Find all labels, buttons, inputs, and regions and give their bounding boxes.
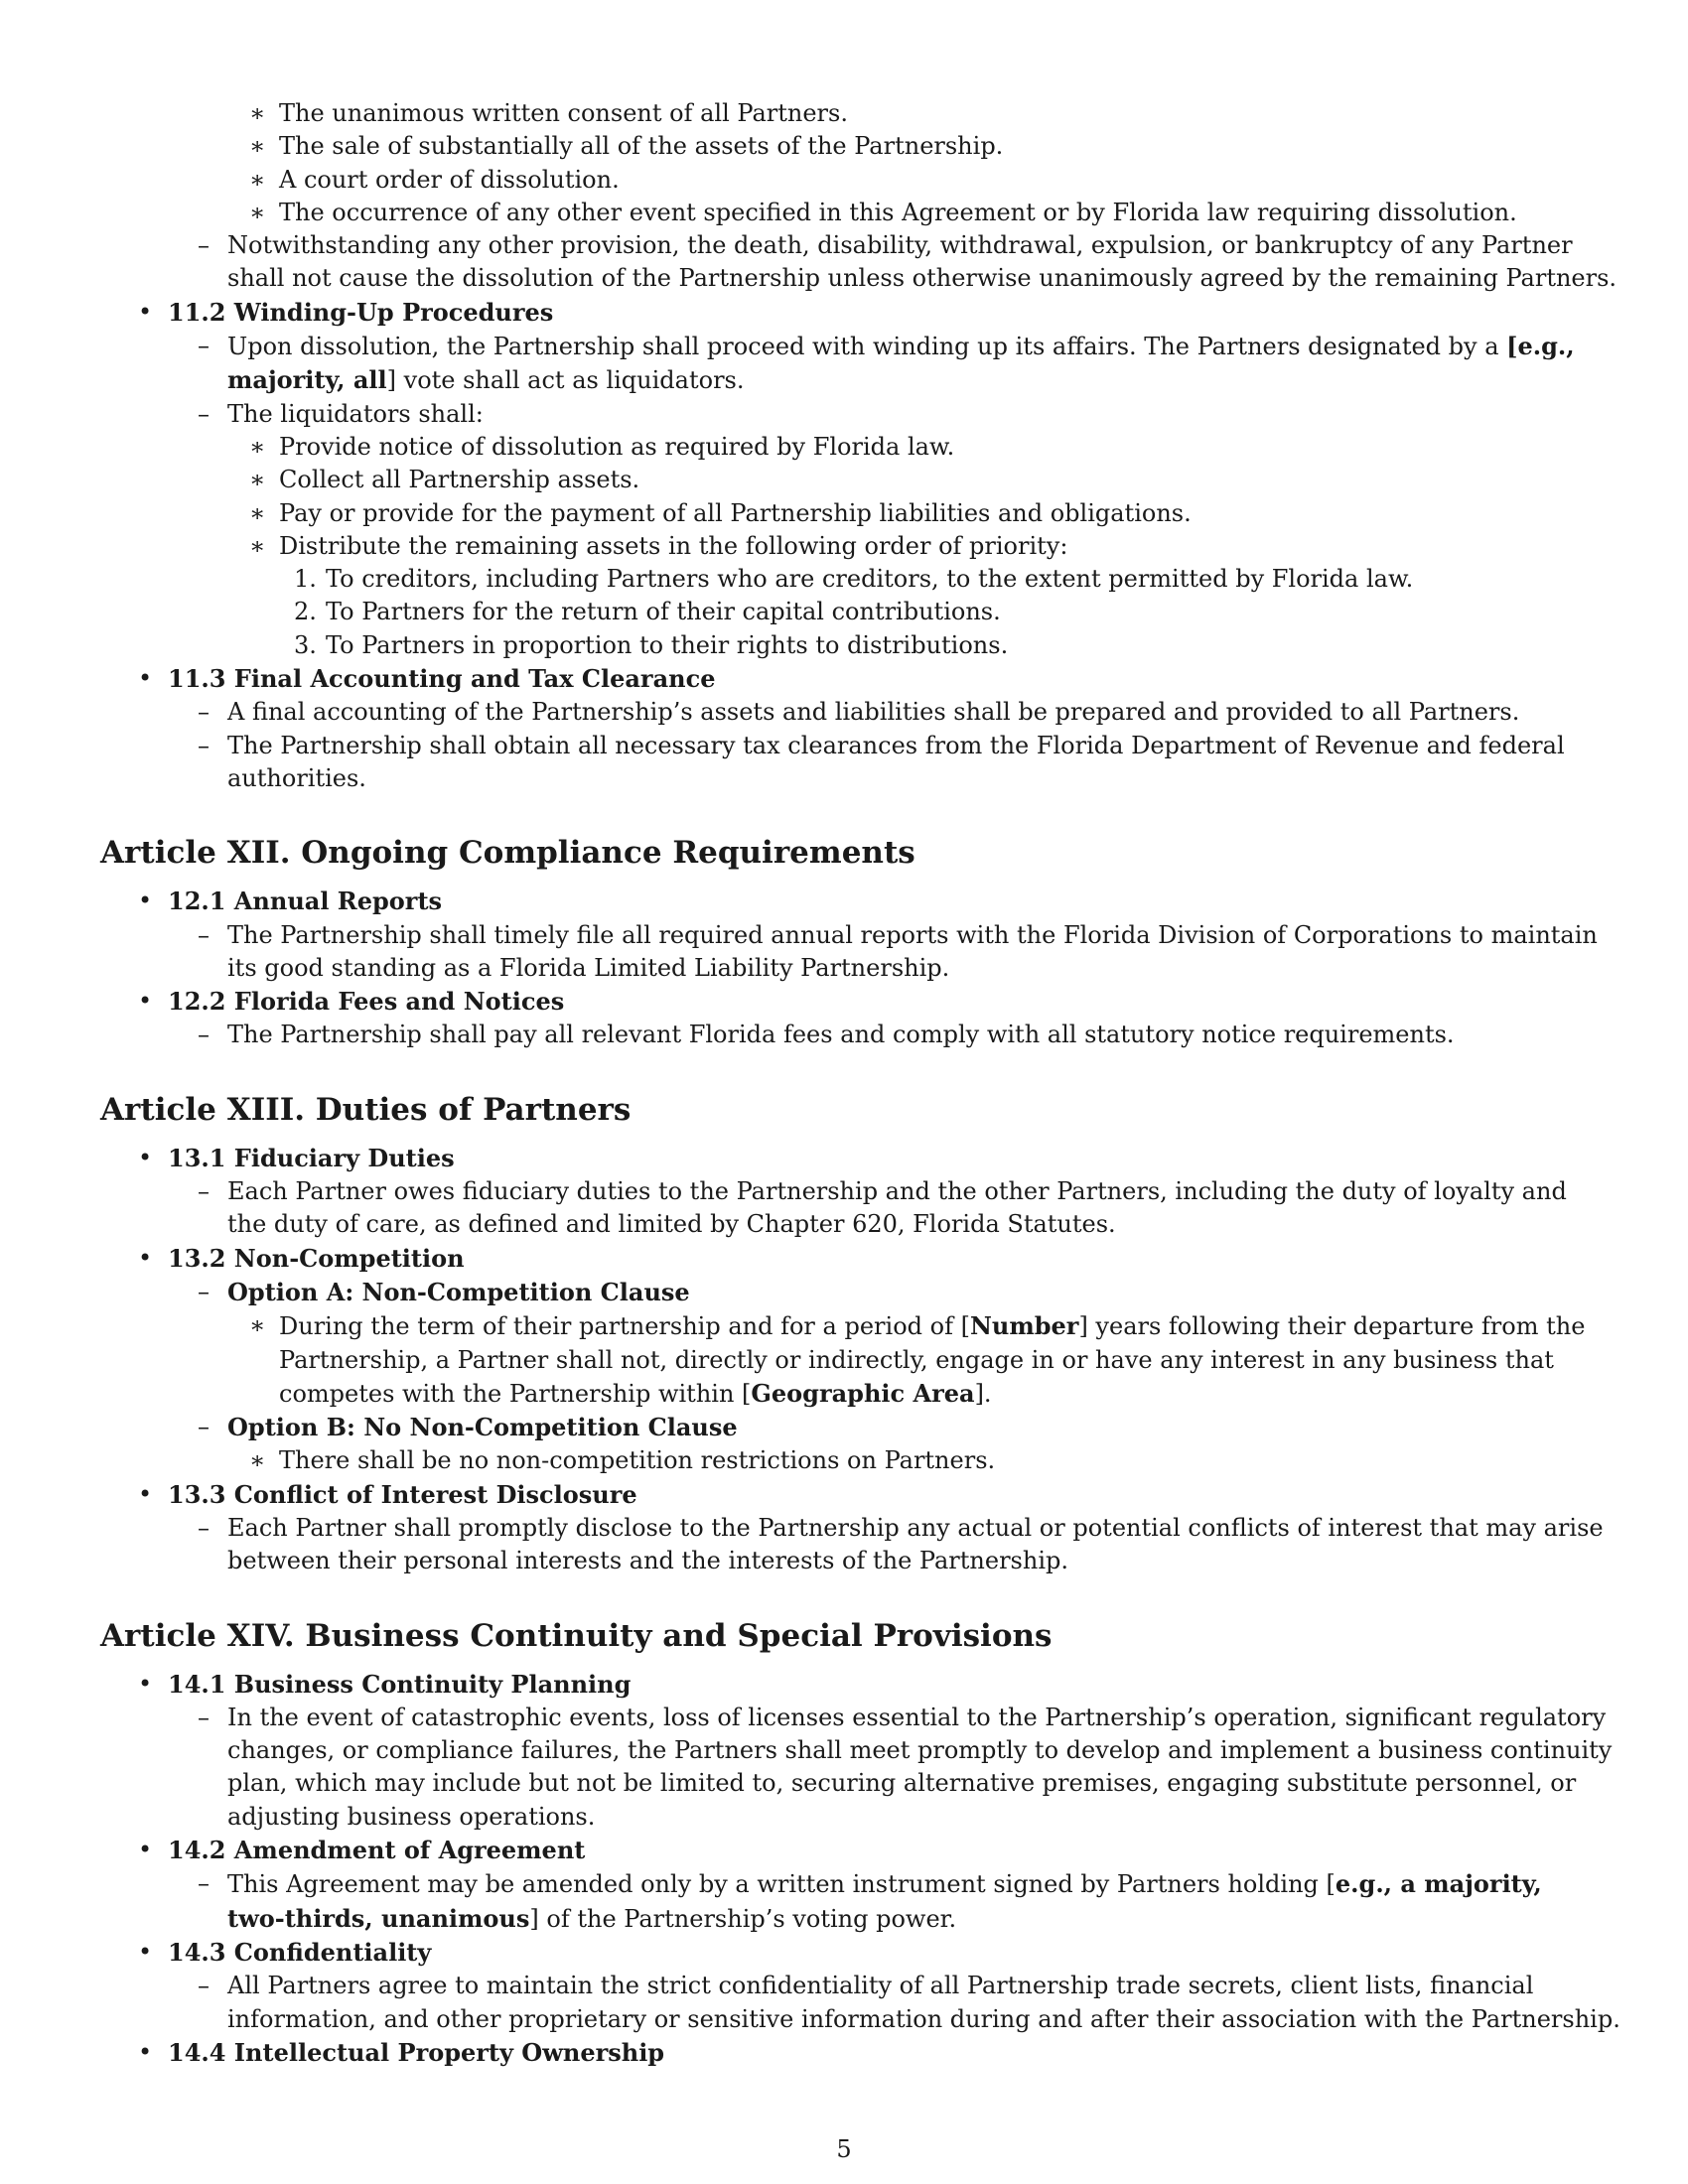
list-item: ∗ The sale of substantially all of the assets of the Partnership.	[100, 130, 1584, 163]
article-heading: Article XIV. Business Continuity and Special Provisions	[100, 1617, 1053, 1654]
dash-marker: –	[198, 920, 210, 949]
star-marker: ∗	[249, 99, 266, 127]
bullet-marker: •	[138, 1143, 153, 1171]
article-heading: Article XIII. Duties of Partners	[100, 1091, 632, 1128]
section-12-2	[100, 985, 1584, 1019]
section-title: 13.2 Non-Competition	[168, 1243, 465, 1273]
number-marker: 3.	[294, 630, 317, 659]
dash-marker: –	[198, 332, 210, 360]
list-item: ∗ Distribute the remaining assets in the following order of priority:	[100, 530, 1584, 563]
dash-marker: –	[198, 1972, 210, 2000]
page-content: ∗ The unanimous written consent of all Partners. ∗ The sale of substantially all of the assets of the Partnership. ∗ A court order of dissolution. ∗ The occurrence of any other event specified in this Agreement or by Florida law requiring dissolution. – Notwithstanding any other provision, the death, disability, withdrawal, expulsion, or bankruptcy of any Partner shall not cause the dissolution of the Partnership unless otherwise unanimously agreed by the remaining Partners. • 11.2 Winding-Up Procedures – Upon dissolution, the Partnership shall proceed with winding up its affairs. The Partners designated by a [e.g., majority, all] vote shall act as liquidators. – The liquidators shall: ∗ Provide notice of dissolution as required by Florida law. ∗ Collect all Partnership assets. ∗ Pay or provide for the payment of all Partnership liabilities and obligations. ∗ Distribute the remaining assets in the following order of priority: 1. To creditors, including Partners who are creditors, to the extent permitted by Florida law. 2. To Partners for the return of their capital contributions. 3. To Partners in proportion to their rights to distributions. • 11.3 Final Accounting and Tax Clearance – A final accounting of the Partnership’s assets and liabilities shall be prepared and provided to all Partners. – The Partnership shall obtain all necessary tax clearances from the Florida Department of Revenue and federal authorities. Article XII. Ongoing Compliance Requirements • 12.1 Annual Reports – The Partnership shall timely file all required annual reports with the Florida Division of Corporations to maintain its good standing as a Florida Limited Liability Partnership. • 12.2 Florida Fees and Notices – The Partnership shall pay all relevant Florida fees and comply with all statutory notice requirements. Article XIII. Duties of Partners • 13.1 Fiduciary Duties – Each Partner owes fiduciary duties to the Partnership and the other Partners, including the duty of loyalty and the duty of care, as defined and limited by Chapter 620, Florida Statutes. • 13.2 Non-Competition – Option A: Non-Competition Clause ∗ During the term of their partnership and for a period of [Number] years following their departure from the Partnership, a Partner shall not, directly or indirectly, engage in or have any interest in any business that competes with the Partnership within [Geographic Area]. – Option B: No Non-Competition Clause ∗ There shall be no non-competition restrictions on Partners. • 13.3 Conflict of Interest Disclosure – Each Partner shall promptly disclose to the Partnership any actual or potential conflicts of interest that may arise between their personal interests and the interests of the Partnership. Article XIV. Business Continuity and Special Provisions • 14.1 Business Continuity Planning – In the event of catastrophic events, loss of licenses essential to the Partnership’s operation, significant regulatory changes, or compliance failures, the Partners shall meet promptly to develop and implement a business continuity plan, which may include but not be limited to, securing alternative premises, engaging substitute personnel, or adjusting business operations. • 14.2 Amendment of Agreement – This Agreement may be amended only by a written instrument signed by Partners holding [e.g., a majority, two-thirds, unanimous] of the Partnership’s voting power. • 14.3 Confidentiality – All Partners agree to maintain the strict confidentiality of all Partnership trade secrets, client lists, financial information, and other proprietary or sensitive information during and after their association with the Partnership. • 14.4 Intellectual Property Ownership	[100, 97, 1584, 2070]
section-13-1	[100, 1142, 1584, 1175]
section-title: 14.1 Business Continuity Planning	[168, 1669, 632, 1699]
star-marker: ∗	[249, 432, 266, 461]
star-marker: ∗	[249, 498, 266, 527]
dash-marker: –	[198, 1869, 210, 1898]
list-item: – Notwithstanding any other provision, the death, disability, withdrawal, expulsion, or bankruptcy of any Partner	[100, 229, 1584, 262]
section-14-1	[100, 1668, 1584, 1702]
list-item: – All Partners agree to maintain the strict confidentiality of all Partnership trade secrets, client lists, financial	[100, 1970, 1584, 2002]
section-title: 12.2 Florida Fees and Notices	[168, 987, 565, 1017]
section-title: 14.3 Confidentiality	[168, 1937, 432, 1967]
bullet-marker: •	[138, 297, 153, 326]
list-item: – Upon dissolution, the Partnership shall proceed with winding up its affairs. The Partners designated by a [e.g.,	[100, 330, 1584, 363]
bullet-marker: •	[138, 1836, 153, 1864]
numbered-item: 1. To creditors, including Partners who are creditors, to the extent permitted by Florida law.	[100, 563, 1584, 596]
list-item: – The liquidators shall:	[100, 398, 1584, 431]
dash-marker: –	[198, 1413, 210, 1441]
bullet-marker: •	[138, 664, 153, 693]
page-number: 5	[836, 2135, 852, 2163]
star-marker: ∗	[249, 1311, 266, 1340]
section-13-2	[100, 1242, 1584, 1276]
option-b: – Option B: No Non-Competition Clause	[100, 1411, 1584, 1444]
article-heading: Article XII. Ongoing Compliance Requirements	[100, 835, 915, 872]
list-item: ∗ The occurrence of any other event specified in this Agreement or by Florida law requiring dissolution.	[100, 197, 1584, 229]
list-item: ∗ Provide notice of dissolution as required by Florida law.	[100, 431, 1584, 464]
star-marker: ∗	[249, 165, 266, 194]
dash-marker: –	[198, 1513, 210, 1542]
section-11-3	[100, 662, 1584, 696]
list-item: ∗ Pay or provide for the payment of all Partnership liabilities and obligations.	[100, 497, 1584, 530]
star-marker: ∗	[249, 466, 266, 494]
list-item: – A final accounting of the Partnership’s assets and liabilities shall be prepared and provided to all Partners.	[100, 696, 1584, 729]
section-14-2	[100, 1834, 1584, 1867]
dash-marker: –	[198, 731, 210, 759]
section-11-2	[100, 296, 1584, 330]
dash-marker: –	[198, 698, 210, 727]
list-item: – The Partnership shall timely file all required annual reports with the Florida Division of Corporations to maintain	[100, 919, 1584, 952]
section-14-3	[100, 1936, 1584, 1970]
section-title: 13.1 Fiduciary Duties	[168, 1143, 455, 1172]
section-title: 14.4 Intellectual Property Ownership	[168, 2037, 665, 2067]
list-item: – Each Partner shall promptly disclose to the Partnership any actual or potential conflicts of interest that may arise	[100, 1512, 1584, 1545]
section-14-4	[100, 2036, 1584, 2070]
dash-marker: –	[198, 231, 210, 260]
bullet-marker: •	[138, 1669, 153, 1698]
list-item: ∗ A court order of dissolution.	[100, 164, 1584, 197]
section-13-3	[100, 1478, 1584, 1512]
section-title: 11.2 Winding-Up Procedures	[168, 297, 554, 327]
number-marker: 1.	[294, 565, 317, 594]
number-marker: 2.	[294, 598, 317, 626]
list-item: ∗ During the term of their partnership and for a period of [Number] years following their departure from the	[100, 1309, 1584, 1343]
list-item: – The Partnership shall obtain all necessary tax clearances from the Florida Department of Revenue and federal	[100, 730, 1584, 762]
dash-marker: –	[198, 399, 210, 428]
dash-marker: –	[198, 1703, 210, 1731]
bullet-marker: •	[138, 1937, 153, 1966]
list-item: – In the event of catastrophic events, loss of licenses essential to the Partnership’s operation, significant regulatory	[100, 1702, 1584, 1734]
star-marker: ∗	[249, 1446, 266, 1475]
option-a: – Option A: Non-Competition Clause	[100, 1276, 1584, 1309]
star-marker: ∗	[249, 531, 266, 560]
list-item: ∗ Collect all Partnership assets.	[100, 464, 1584, 496]
list-item: ∗ The unanimous written consent of all Partners.	[100, 97, 1584, 130]
list-item: – This Agreement may be amended only by a written instrument signed by Partners holding [e.g., a majority,	[100, 1867, 1584, 1901]
bullet-marker: •	[138, 1243, 153, 1272]
section-12-1	[100, 885, 1584, 918]
section-title: 11.3 Final Accounting and Tax Clearance	[168, 664, 716, 694]
numbered-item: 3. To Partners in proportion to their rights to distributions.	[100, 629, 1584, 662]
star-marker: ∗	[249, 132, 266, 161]
section-title: 12.1 Annual Reports	[168, 887, 443, 916]
bullet-marker: •	[138, 2037, 153, 2066]
dash-marker: –	[198, 1277, 210, 1305]
list-item: – The Partnership shall pay all relevant Florida fees and comply with all statutory notice requirements.	[100, 1019, 1584, 1051]
bullet-marker: •	[138, 1479, 153, 1508]
star-marker: ∗	[249, 198, 266, 226]
bullet-marker: •	[138, 887, 153, 915]
list-item: – Each Partner owes fiduciary duties to the Partnership and the other Partners, including the duty of loyalty and	[100, 1175, 1584, 1208]
dash-marker: –	[198, 1021, 210, 1049]
dash-marker: –	[198, 1177, 210, 1206]
list-item: ∗ There shall be no non-competition restrictions on Partners.	[100, 1444, 1584, 1477]
bullet-marker: •	[138, 987, 153, 1016]
section-title: 14.2 Amendment of Agreement	[168, 1836, 586, 1865]
section-title: 13.3 Conflict of Interest Disclosure	[168, 1479, 637, 1509]
numbered-item: 2. To Partners for the return of their capital contributions.	[100, 596, 1584, 628]
